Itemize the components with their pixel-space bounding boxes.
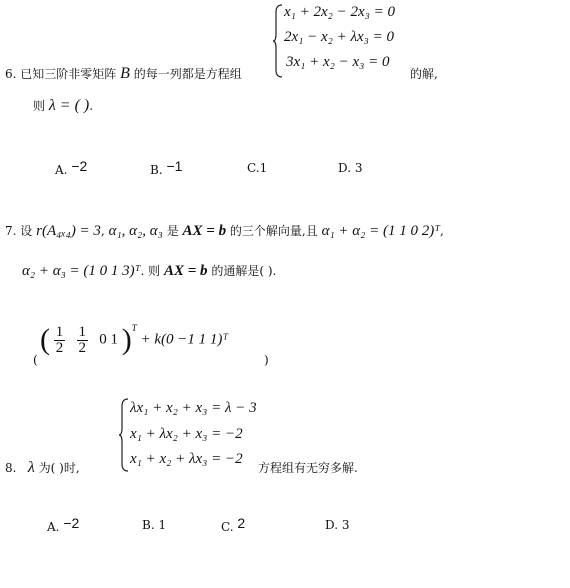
q8-option-b[interactable]: B. 1 xyxy=(142,518,167,532)
q7-number: 7. xyxy=(5,224,17,238)
q7-answer-expression: ( $\frac{1}{2}$ $\frac{1}{2}$ 0 1 )$^T$ + k(0 −1 1 1)ᵀ xyxy=(40,323,229,356)
q7-line1-text: 的三个解向量,且 xyxy=(229,224,318,238)
q6-number: 6. xyxy=(5,67,17,81)
q7-then-word: . 则 xyxy=(140,264,161,278)
q7-sum1: α₁ + α₂ = (1 1 0 2)ᵀ xyxy=(321,223,441,239)
q6-equation-1: x₁ + 2x₂ − 2x₃ = 0 xyxy=(284,4,395,20)
q6-equation-3: 3x₁ + x₂ − x₃ = 0 xyxy=(286,54,390,70)
q6-option-b-value: −1 xyxy=(166,158,183,174)
q7-answer-paren-open: ( xyxy=(33,353,38,367)
q6-equation-2: 2x₁ − x₂ + λx₃ = 0 xyxy=(284,29,394,45)
q7-answer-num-1: 1 xyxy=(55,323,64,340)
q8-equation-3: x₁ + x₂ + λx₃ = −2 xyxy=(130,451,243,467)
q6-option-c[interactable]: C.1 xyxy=(247,161,268,175)
q6-ask-math: λ = ( ) xyxy=(48,97,90,114)
q6-matrix-name: B xyxy=(120,65,130,82)
q7-answer-num-2: 1 xyxy=(78,323,86,340)
q6-option-a-value: −2 xyxy=(71,158,88,174)
q8-option-a-label: A. xyxy=(47,520,60,534)
q7-line2-text: 的通解是( ). xyxy=(211,264,277,278)
q7-rank: r(A₄ₓ₄) = 3 xyxy=(36,223,101,239)
q7-answer-paren-close: ) xyxy=(264,353,269,367)
q7-vectors: α₁, α₂, α₃ xyxy=(108,223,163,239)
q6-ask-end: . xyxy=(89,99,94,113)
q7-answer-den-1: 2 xyxy=(55,339,64,356)
q6-stem-middle: 的每一列都是方程组 xyxy=(133,67,242,81)
q7-answer-tail: + k(0 −1 1 1)ᵀ xyxy=(140,331,229,348)
q7-set-word: 设 xyxy=(20,224,33,238)
q6-option-a[interactable] xyxy=(55,158,88,177)
left-brace-icon xyxy=(272,4,284,78)
q8-number: 8. xyxy=(5,461,17,475)
q7-comma: , xyxy=(100,224,105,238)
q7-is-word: 是 xyxy=(166,224,179,238)
q8-lambda: λ xyxy=(27,459,35,476)
q7-system-2: AX = b xyxy=(163,263,208,279)
q8-end-text: 方程组有无穷多解. xyxy=(258,461,358,475)
q6-option-b[interactable] xyxy=(150,158,183,177)
q6-stem-before: 已知三阶非零矩阵 xyxy=(20,67,117,81)
q6-stem-after: 的解, xyxy=(410,67,438,81)
q7-answer-frac-1 xyxy=(54,325,66,356)
q8-equation-2: x₁ + λx₂ + x₃ = −2 xyxy=(130,426,243,442)
q8-cond-text: 为( )时, xyxy=(38,461,80,475)
q8-option-a[interactable] xyxy=(47,515,80,534)
q6-option-d[interactable]: D. 3 xyxy=(338,161,363,175)
q8-equation-1: λx₁ + x₂ + x₃ = λ − 3 xyxy=(130,400,257,416)
q8-option-c[interactable] xyxy=(221,515,246,534)
q6-option-b-label: B. xyxy=(150,163,163,177)
q7-answer-frac-2 xyxy=(77,325,89,356)
q8-option-c-label: C. xyxy=(221,520,234,534)
q7-sum2: α₂ + α₃ = (1 0 1 3)ᵀ xyxy=(22,263,141,279)
q7-system: AX = b xyxy=(182,223,227,239)
q6-ask-prefix: 则 xyxy=(33,99,46,113)
q7-answer-den-2: 2 xyxy=(78,339,86,356)
q7-line1-end: , xyxy=(440,224,444,238)
q6-option-a-label: A. xyxy=(55,163,68,177)
q8-option-d[interactable]: D. 3 xyxy=(325,518,350,532)
q8-option-c-value: 2 xyxy=(237,515,246,531)
left-brace-icon xyxy=(118,398,130,472)
q7-answer-rest: 0 1 xyxy=(99,331,118,348)
q8-option-a-value: −2 xyxy=(63,515,80,531)
